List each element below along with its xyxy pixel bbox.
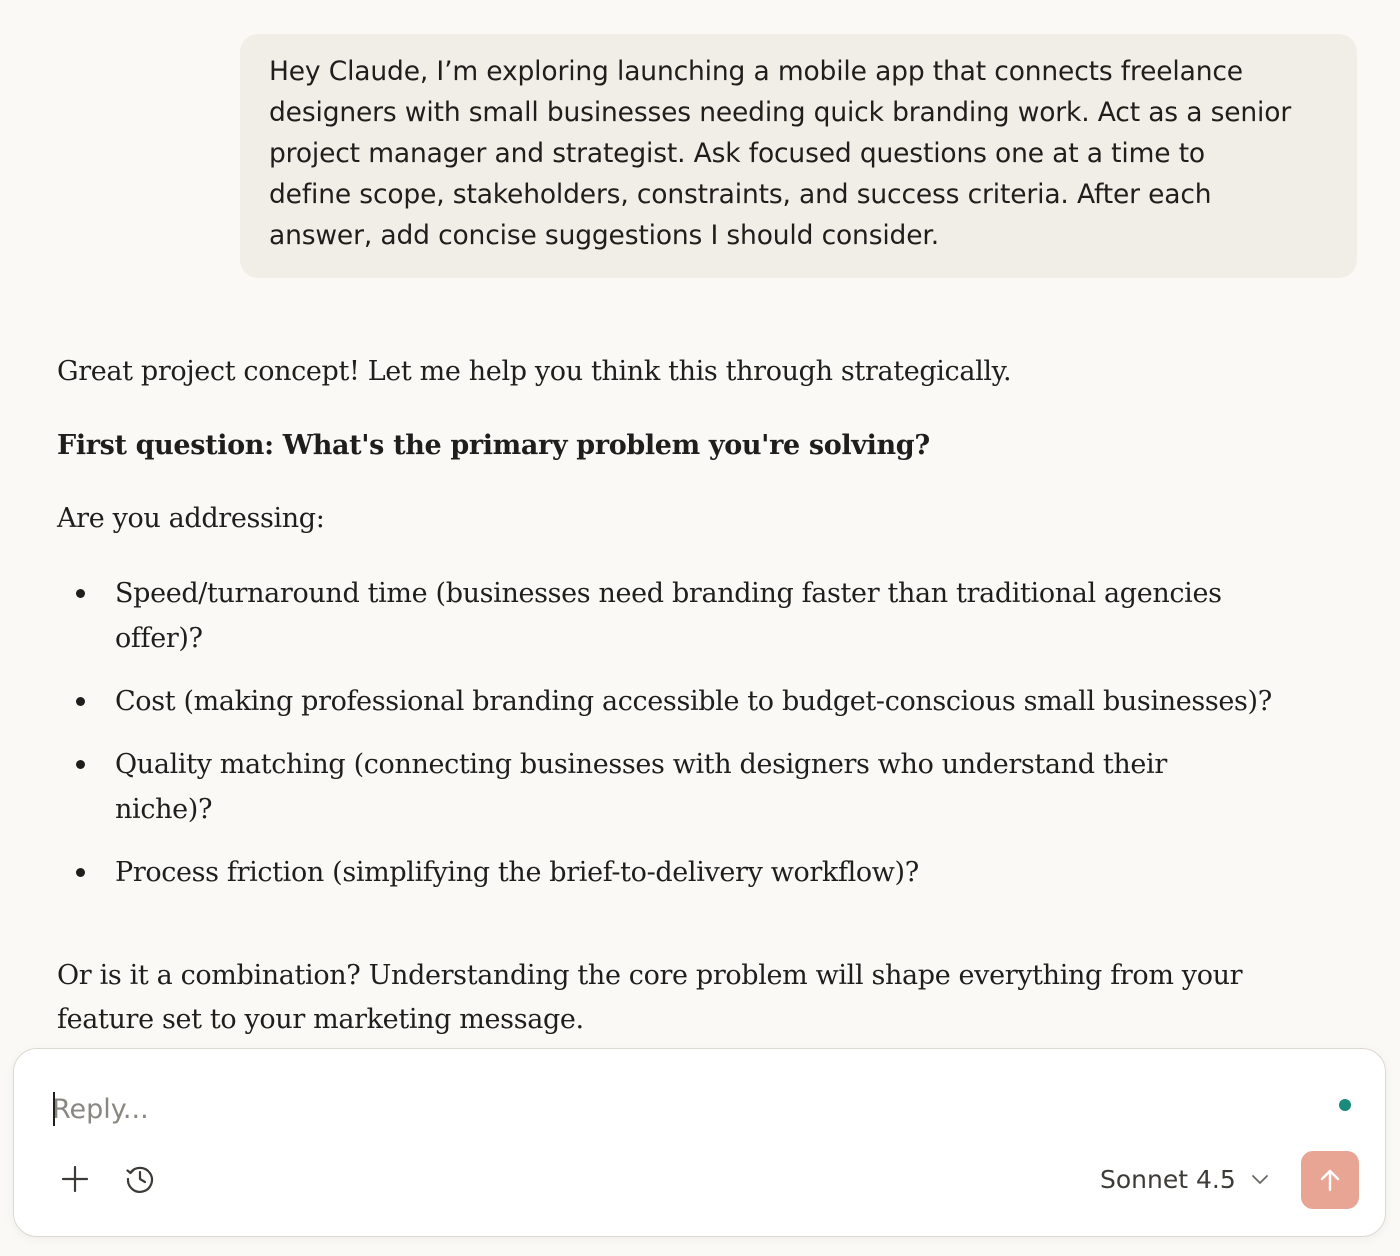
list-item-text: Quality matching (connecting businesses with designers who understand their <box>115 749 1167 780</box>
list-item-text: Cost (making professional branding accessible to budget-conscious small businesses)? <box>115 686 1272 717</box>
user-message-line: Hey Claude, I’m exploring launching a mobile app that connects freelance <box>269 56 1243 87</box>
text-caret <box>53 1092 55 1126</box>
plus-icon <box>60 1164 90 1194</box>
user-message-bubble <box>240 34 1357 278</box>
chevron-down-icon <box>1250 1169 1270 1189</box>
bullet-icon <box>76 868 85 877</box>
response-intro: Great project concept! Let me help you think this through strategically. <box>57 356 1012 387</box>
user-message-line: define scope, stakeholders, constraints, and success criteria. After each <box>269 179 1212 210</box>
response-lead: Are you addressing: <box>57 503 325 534</box>
response-question: First question: What's the primary problem you're solving? <box>57 430 930 461</box>
list-item-text: Process friction (simplifying the brief-to-delivery workflow)? <box>115 857 919 888</box>
clock-icon <box>124 1163 156 1195</box>
status-indicator-dot <box>1339 1099 1351 1111</box>
list-item-text: offer)? <box>115 623 203 654</box>
bullet-icon <box>76 589 85 598</box>
list-item <box>57 679 1317 724</box>
user-message-line: project manager and strategist. Ask focused questions one at a time to <box>269 138 1205 169</box>
response-outro: Or is it a combination? Understanding the core problem will shape everything from your feature set to your marketing message. <box>57 960 1243 1035</box>
user-message-text <box>269 51 1333 256</box>
list-item-text: niche)? <box>115 794 213 825</box>
list-item <box>57 571 1317 661</box>
user-message-line: answer, add concise suggestions I should consider. <box>269 220 939 251</box>
add-attachment-button[interactable] <box>55 1159 95 1199</box>
model-label: Sonnet 4.5 <box>1100 1164 1236 1194</box>
reply-composer <box>13 1048 1386 1237</box>
list-item <box>57 850 1317 895</box>
response-bullet-list <box>57 571 1317 913</box>
history-button[interactable] <box>120 1159 160 1199</box>
bullet-icon <box>76 697 85 706</box>
send-button[interactable] <box>1301 1151 1359 1209</box>
model-selector[interactable] <box>1100 1161 1270 1197</box>
arrow-up-icon <box>1316 1166 1344 1194</box>
list-item <box>57 742 1317 832</box>
user-message-line: designers with small businesses needing quick branding work. Act as a senior <box>269 97 1292 128</box>
bullet-icon <box>76 760 85 769</box>
reply-input[interactable] <box>52 1087 1252 1131</box>
list-item-text: Speed/turnaround time (businesses need branding faster than traditional agencies <box>115 578 1222 609</box>
